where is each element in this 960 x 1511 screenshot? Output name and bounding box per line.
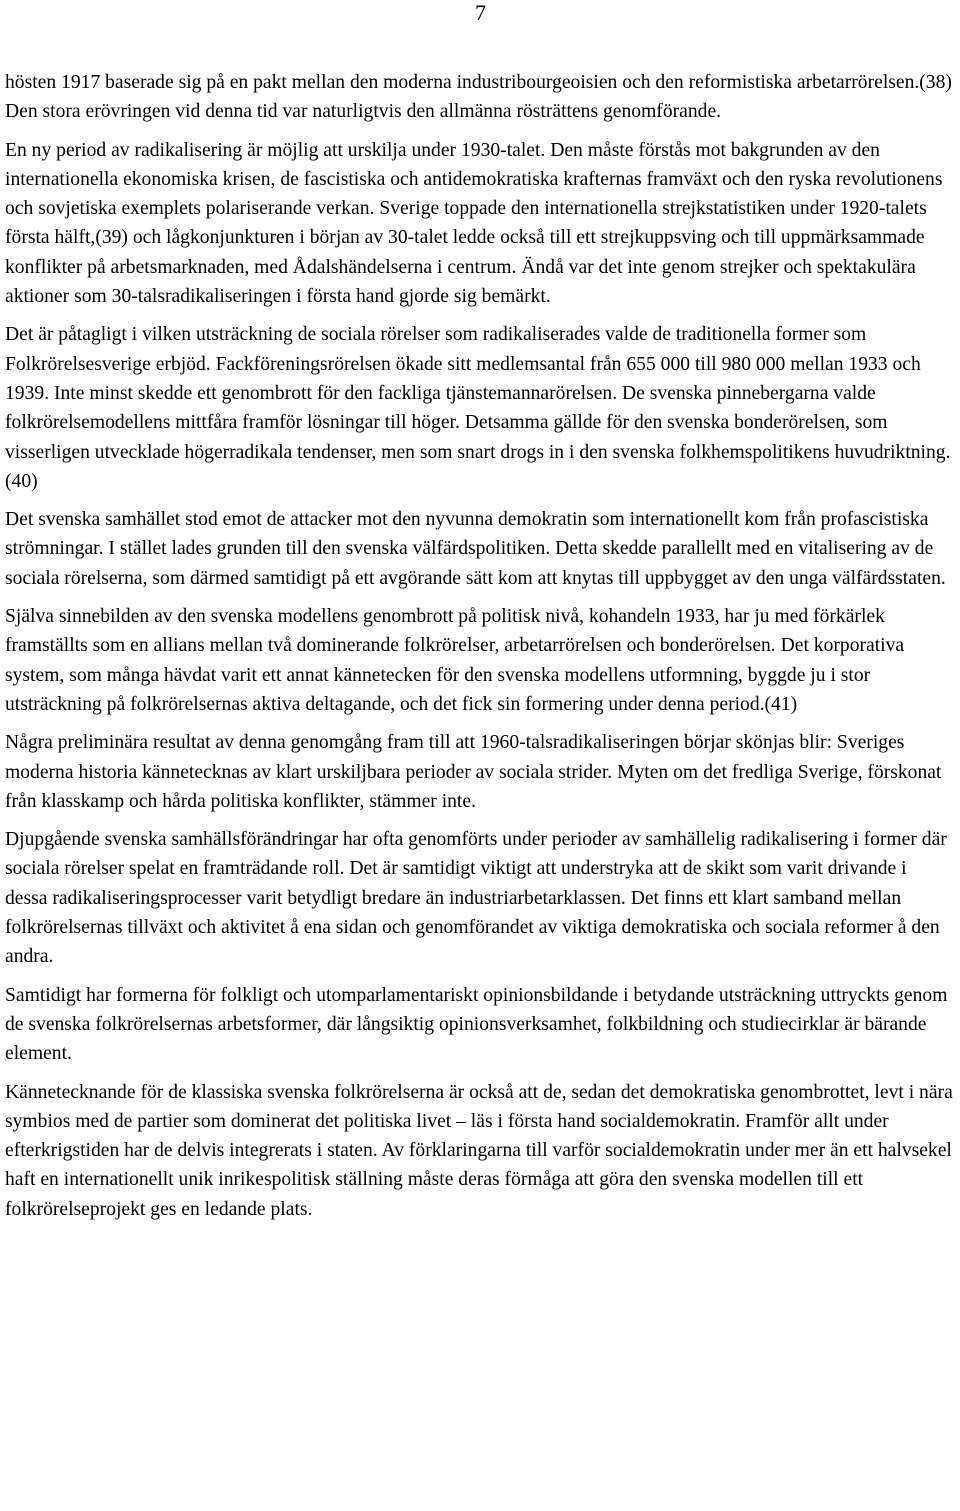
body-text — [5, 68, 953, 1233]
paragraph-3: Det är påtagligt i vilken utsträckning de sociala rörelser som radikaliserades valde de traditionella former som Folkrörelsesverige erbjöd. Fackföreningsrörelsen ökade sitt medlemsantal från 655 000 till 980 000 mellan 1933 och 1939. Inte minst skedde ett genombrott för den fackliga tjänstemannarörelsen. De svenska pinnebergarna valde folkrörelsemodellens mittfåra framför lösningar till höger. Detsamma gällde för den svenska bonderörelsen, som visserligen utvecklade högerradikala tendenser, men som snart drogs in i den svenska folkhemspolitikens huvudriktning.(40) — [5, 324, 951, 492]
paragraph-2: En ny period av radikalisering är möjlig att urskilja under 1930-talet. Den måste förstås mot bakgrunden av den internationella ekonomiska krisen, de fascistiska och antidemokratiska krafternas framväxt och den ryska revolutionens och sovjetiska exemplets polariserande verkan. Sverige toppade den internationella strejkstatistiken under 1920-talets första hälft,(39) och lågkonjunkturen i början av 30-talet ledde också till ett strejkuppsving och till uppmärksammade konflikter på arbetsmarknaden, med Ådalshändelserna i centrum. Ändå var det inte genom strejker och spektakulära aktioner som 30-talsradikaliseringen i första hand gjorde sig bemärkt. — [5, 139, 943, 308]
paragraph-9: Kännetecknande för de klassiska svenska folkrörelserna är också att de, sedan det demokratiska genombrottet, levt i nära symbios med de partier som dominerat det politiska livet – läs i första hand socialdemokratin. Framför allt under efterkrigstiden har de delvis integrerats i staten. Av förklaringarna till varför socialdemokratin under mer än ett halvsekel haft en internationellt unik inrikespolitisk ställning måste deras förmåga att göra den svenska modellen till ett folkrörelseprojekt ges en ledande plats. — [5, 1081, 953, 1220]
paragraph-5: Själva sinnebilden av den svenska modellens genombrott på politisk nivå, kohandeln 1933, har ju med förkärlek framställts som en allians mellan två dominerande folkrörelser, arbetarrörelsen och bonderörelsen. Det korporativa system, som många hävdat varit ett annat kännetecken för den svenska modellens utformning, byggde ju i stor utsträckning på folkrörelsernas aktiva deltagande, och det fick sin formering under denna period.(41) — [5, 606, 905, 715]
paragraph-6: Några preliminära resultat av denna genomgång fram till att 1960-talsradikaliseringen börjar skönjas blir: Sveriges moderna historia kännetecknas av klart urskiljbara perioder av sociala strider. Myten om det fredliga Sverige, förskonat från klasskamp och hårda politiska konflikter, stämmer inte. — [5, 732, 942, 812]
paragraph-1: hösten 1917 baserade sig på en pakt mellan den moderna industribourgeoisien och den reformistiska arbetarrörelsen.(38) Den stora erövringen vid denna tid var naturligtvis den allmänna rösträttens genomförande. — [5, 72, 952, 123]
paragraph-7: Djupgående svenska samhällsförändringar har ofta genomförts under perioder av samhällelig radikalisering i former där sociala rörelser spelat en framträdande roll. Det är samtidigt viktigt att understryka att de skikt som varit drivande i dessa radikaliseringsprocesser varit betydligt bredare än industriarbetarklassen. Det finns ett klart samband mellan folkrörelsernas tillväxt och aktivitet å ena sidan och genomförandet av viktiga demokratiska och sociala reformer å den andra. — [5, 829, 947, 968]
page-number: 7 — [475, 0, 486, 25]
paragraph-4: Det svenska samhället stod emot de attacker mot den nyvunna demokratin som internationellt kom från profascistiska strömningar. I stället lades grunden till den svenska välfärdspolitiken. Detta skedde parallellt med en vitalisering av de sociala rörelserna, som därmed samtidigt på ett avgörande sätt kom att knytas till uppbygget av den unga välfärdsstaten. — [5, 509, 946, 589]
paragraph-8: Samtidigt har formerna för folkligt och utomparlamentariskt opinionsbildande i betydande utsträckning uttryckts genom de svenska folkrörelsernas arbetsformer, där långsiktig opinionsverksamhet, folkbildning och studiecirklar är bärande element. — [5, 984, 948, 1065]
